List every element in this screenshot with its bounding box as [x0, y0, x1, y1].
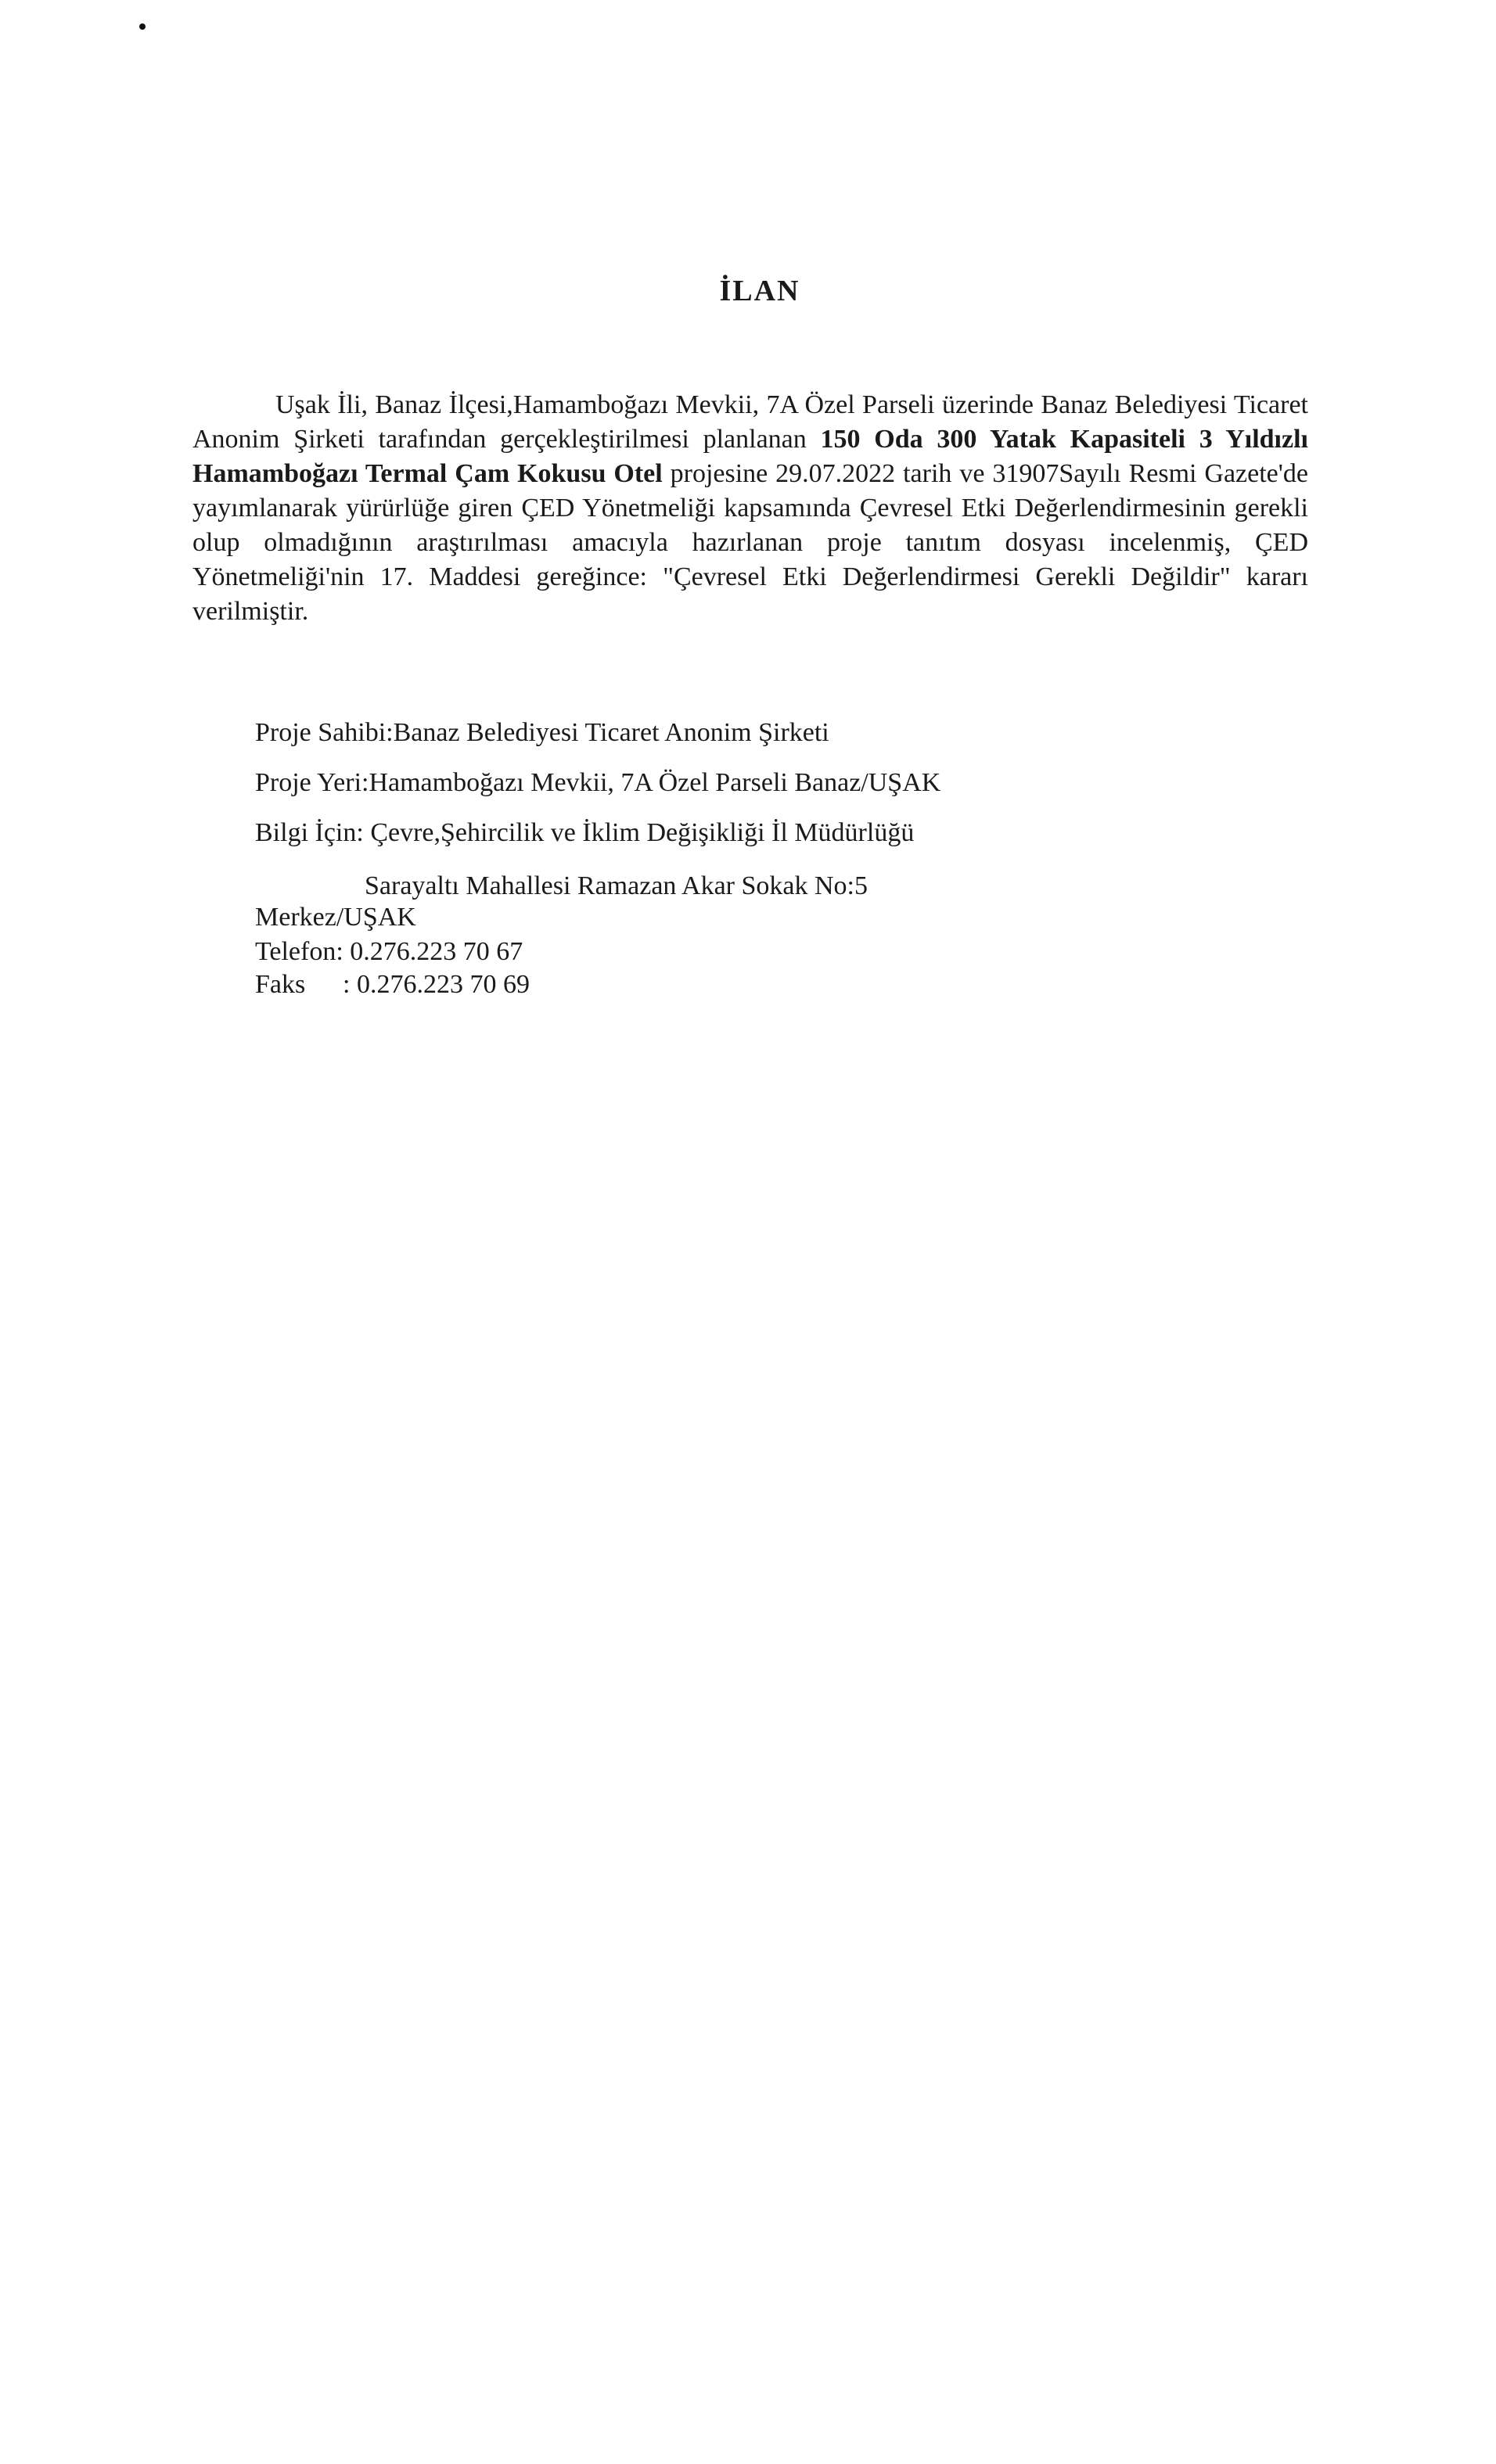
fax-label: Faks — [255, 970, 306, 999]
announcement-paragraph — [192, 388, 1308, 629]
paragraph-text-start: Uşak İli, Banaz İlçesi,Hamamboğazı Mevkii, 7A Özel Parseli üzerinde Banaz Belediyesi Ticaret Anonim Şirketi tarafından gerçekleştirilmesi planlanan — [192, 390, 1308, 454]
contact-address: Sarayaltı Mahallesi Ramazan Akar Sokak No:5 — [365, 871, 868, 900]
page-title: İLAN — [719, 275, 800, 307]
contact-phone: Telefon: 0.276.223 70 67 — [255, 937, 523, 966]
fax-value: : 0.276.223 70 69 — [343, 970, 530, 999]
scan-mark — [139, 23, 146, 30]
project-location: Proje Yeri:Hamamboğazı Mevkii, 7A Özel Parseli Banaz/UŞAK — [255, 768, 941, 797]
contact-city: Merkez/UŞAK — [255, 903, 416, 932]
info-contact: Bilgi İçin: Çevre,Şehircilik ve İklim Değişikliği İl Müdürlüğü — [255, 818, 915, 847]
paragraph-text-end: projesine 29.07.2022 tarih ve 31907Sayılı Resmi Gazete'de yayımlanarak yürürlüğe giren ÇED Yönetmeliği kapsamında Çevresel Etki Değerlendirmesinin gerekli olup olmadığının araştırılması amacıyla hazırlanan proje tanıtım dosyası incelenmiş, ÇED Yönetmeliği'nin 17. Maddesi gereğince: "Çevresel Etki Değerlendirmesi Gerekli Değildir" kararı verilmiştir. — [192, 459, 1308, 626]
project-owner: Proje Sahibi:Banaz Belediyesi Ticaret Anonim Şirketi — [255, 718, 829, 747]
project-name: 150 Oda 300 Yatak Kapasiteli 3 Yıldızlı Hamamboğazı Termal Çam Kokusu Otel — [192, 425, 1308, 488]
contact-fax — [255, 970, 530, 1000]
